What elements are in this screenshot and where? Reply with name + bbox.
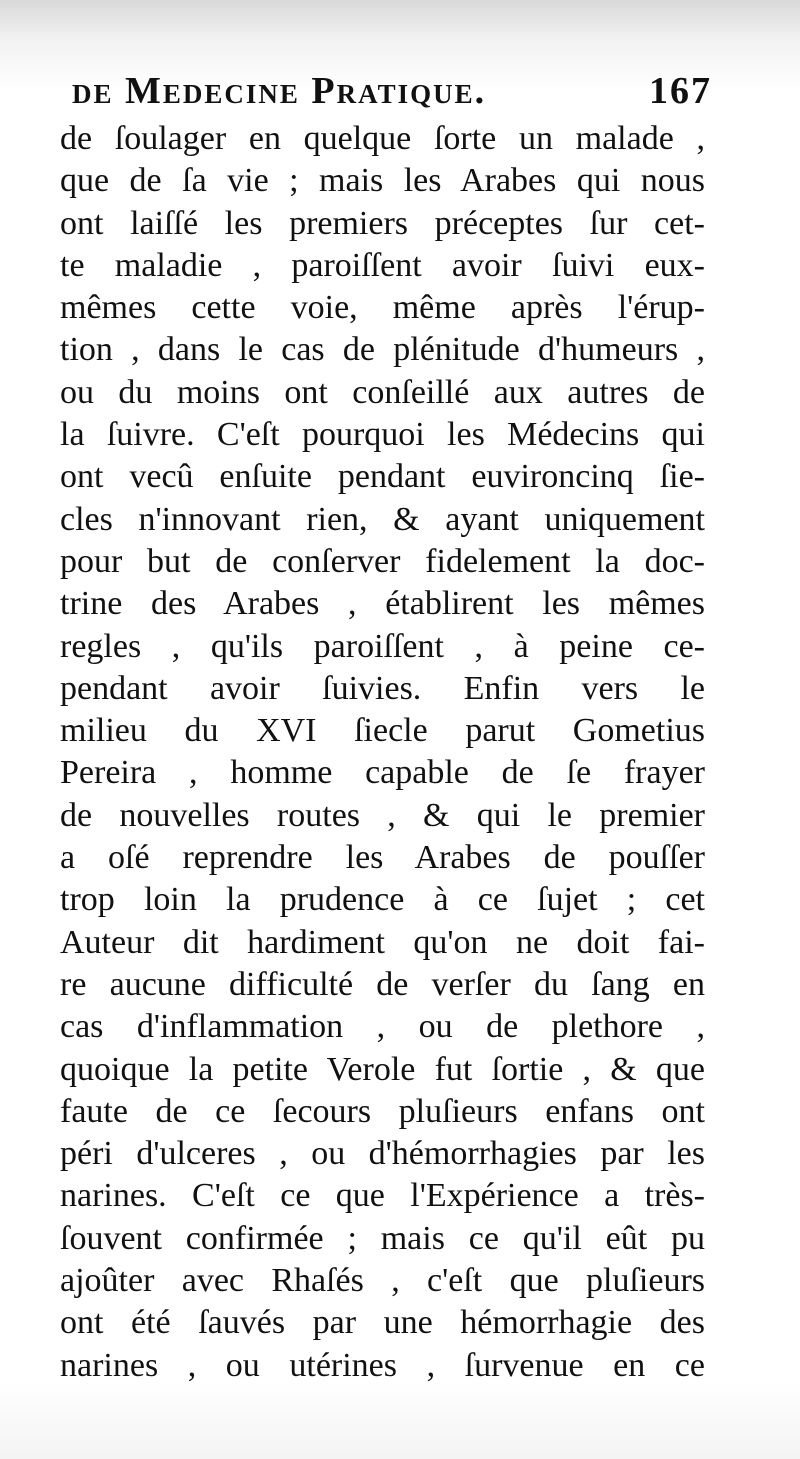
text-line: ont été ſauvés par une hémorrhagie des [60,1304,705,1342]
text-line: ont laiſſé les premiers préceptes ſur cet- [60,204,705,242]
text-line: a oſé reprendre les Arabes de pouſſer [60,839,705,877]
text-line: quoique la petite Verole fut ſortie , & que [60,1050,705,1088]
text-line: cas d'inflammation , ou de plethore , [60,1008,705,1046]
text-line: regles , qu'ils paroiſſent , à peine ce- [60,627,705,665]
text-line: ſouvent confirmée ; mais ce qu'il eût pu [60,1219,705,1257]
text-line: cles n'innovant rien, & ayant uniquement [60,500,705,538]
text-line: ajoûter avec Rhaſés , c'eſt que pluſieurs [60,1262,705,1300]
text-line: Auteur dit hardiment qu'on ne doit fai- [60,923,705,961]
running-title: de Medecine Pratique. [72,70,487,112]
text-line: te maladie , paroiſſent avoir ſuivi eux- [60,246,705,284]
text-line: faute de ce ſecours pluſieurs enfans ont [60,1092,705,1130]
text-line: péri d'ulceres , ou d'hémorrhagies par les [60,1135,705,1173]
text-line: Pereira , homme capable de ſe frayer [60,754,705,792]
text-line: mêmes cette voie, même après l'érup- [60,289,705,327]
page-number: 167 [649,70,712,112]
text-line: de ſoulager en quelque ſorte un malade , [60,120,705,157]
text-line: ont vecû enſuite pendant euvironcinq ſie- [60,458,705,496]
text-line: de nouvelles routes , & qui le premier [60,796,705,834]
text-line: trine des Arabes , établirent les mêmes [60,585,705,623]
text-line: ou du moins ont conſeillé aux autres de [60,373,705,411]
text-line: pour but de conſerver fidelement la doc- [60,542,705,580]
text-line: re aucune difficulté de verſer du ſang en [60,965,705,1003]
body-text [60,118,705,1387]
text-line: que de ſa vie ; mais les Arabes qui nous [60,162,705,200]
text-line: la ſuivre. C'eſt pourquoi les Médecins qui [60,416,705,454]
text-line: narines. C'eſt ce que l'Expérience a très- [60,1177,705,1215]
page-header [72,66,712,116]
text-line: milieu du XVI ſiecle parut Gometius [60,712,705,750]
text-line: pendant avoir ſuivies. Enfin vers le [60,669,705,707]
text-line: narines , ou utérines , ſurvenue en ce [60,1346,705,1384]
text-line: trop loin la prudence à ce ſujet ; cet [60,881,705,919]
text-line: tion , dans le cas de plénitude d'humeurs , [60,331,705,369]
